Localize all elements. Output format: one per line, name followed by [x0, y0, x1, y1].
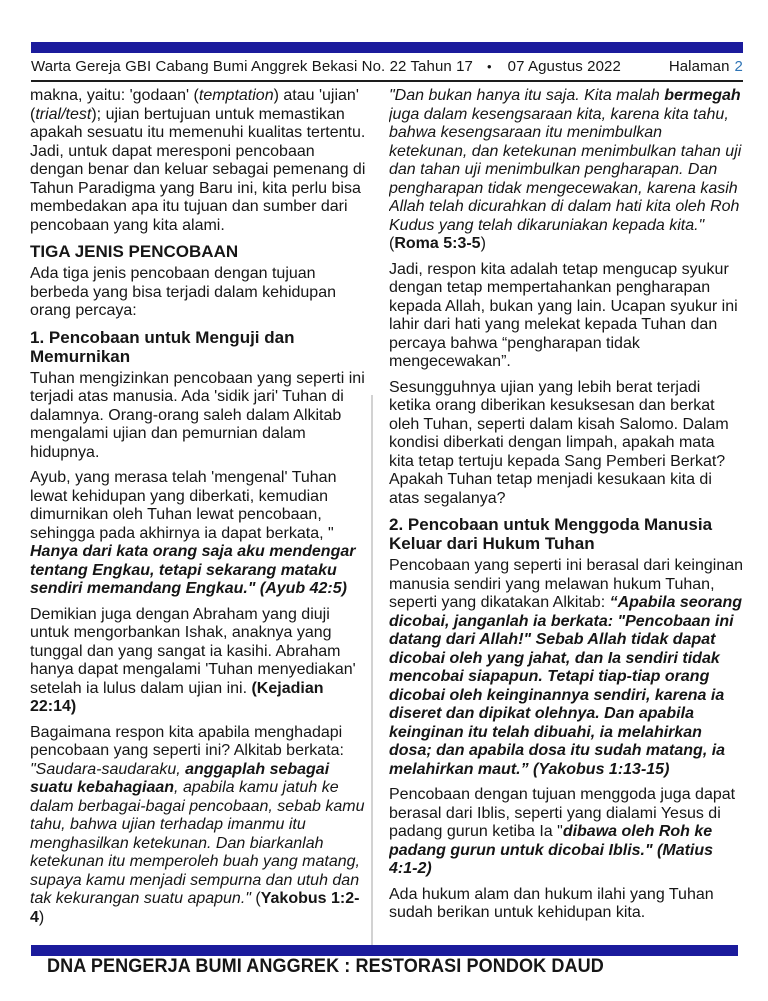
paragraph — [30, 469, 372, 599]
text-run: Bagaimana respon kita apabila menghadapi pencobaan yang seperti ini? Alkitab berkata: — [30, 723, 344, 759]
text-run: Sesungguhnya ujian yang lebih berat terjadi ketika orang diberikan kesuksesan dan berkat oleh Tuhan, seperti dalam kisah Salomo. Dalam kondisi diberkati dengan limpah, apakah mata kita tetap tertuju kepada Sang Pemberi Berkat? Apakah Tuhan tetap menjadi kesukaan kita di atas segalanya? — [389, 378, 729, 507]
header-accent-bar — [31, 42, 743, 53]
page-number: 2 — [734, 58, 743, 75]
text-run: bermegah — [664, 87, 741, 104]
paragraph — [389, 87, 743, 254]
text-run: Roma 5:3-5 — [394, 235, 481, 252]
text-run: 2. Pencobaan untuk Menggoda Manusia Keluar dari Hukum Tuhan — [389, 515, 713, 553]
text-run: ) — [480, 235, 486, 252]
newsletter-date: 07 Agustus 2022 — [507, 58, 621, 75]
section-heading — [30, 242, 372, 261]
left-column — [30, 87, 372, 943]
newsletter-title: Warta Gereja GBI Cabang Bumi Anggrek Bekasi No. 22 Tahun 17 — [31, 58, 473, 75]
page-label: Halaman — [668, 58, 730, 75]
text-run: "Dan bukan hanya itu saja. Kita malah — [389, 87, 665, 104]
text-run: trial/test — [35, 105, 92, 123]
text-run: ) atau 'ujian' ( — [30, 87, 359, 123]
section-heading — [389, 515, 743, 553]
footer-accent-bar — [31, 945, 738, 956]
paragraph — [30, 87, 372, 235]
text-run: Demikian juga dengan Abraham yang diuji untuk mengorbankan Ishak, anaknya yang tunggal dan yang sangat ia kasihi. Abraham hanya dapat mengalami 'Tuhan menyediakan' setelah ia lulus dalam ujian ini. — [30, 605, 356, 697]
text-run: Pencobaan yang seperti ini berasal dari keinginan manusia sendiri yang melawan hukum Tuhan, seperti yang dikatakan Alkitab: — [389, 557, 743, 611]
paragraph — [30, 724, 372, 928]
text-run: makna, yaitu: 'godaan' ( — [30, 87, 199, 104]
column-divider — [371, 395, 373, 953]
newsletter-header — [31, 55, 743, 82]
text-run: “Apabila seorang dicobai, janganlah ia berkata: "Pencobaan ini datang dari Allah!" Sebab Allah tidak dapat dicobai oleh yang jahat, dan Ia sendiri tidak mencobai siapapun. Tetapi tiap-tiap orang dicobai oleh keinginannya sendiri, karena ia diseret dan dipikat olehnya. Dan apabila keinginan itu telah dibuahi, ia melahirkan dosa; dan apabila dosa itu sudah matang, ia melahirkan maut.” (Yakobus 1:13-15) — [389, 594, 743, 778]
text-run: , apabila kamu jatuh ke dalam berbagai-bagai pencobaan, sebab kamu tahu, bahwa ujian terhadap imanmu itu menghasilkan ketekunan. Dan biarkanlah ketekunan itu memperoleh buah yang matang, supaya kamu menjadi sempurna dan utuh dan tak kekurangan suatu apapun." — [30, 779, 365, 907]
text-run: Pencobaan dengan tujuan menggoda juga dapat berasal dari Iblis, seperti yang dialami Yesus di padang gurun ketiba Ia " — [389, 786, 736, 840]
right-column — [389, 87, 743, 943]
text-run: ( — [255, 890, 261, 907]
text-run: (Kejadian 22:14) — [30, 679, 324, 715]
text-run: juga dalam kesengsaraan kita, karena kita tahu, bahwa kesengsaraan itu menimbulkan ketekunan, dan ketekunan menimbulkan tahan uji dan tahan uji menimbulkan pengharapan. Dan pengharapan tidak mengecewakan, karena kasih Allah telah dicurahkan di dalam hati kita oleh Roh Kudus yang telah dikaruniakan kepada kita." — [389, 105, 742, 234]
text-run: dibawa oleh Roh ke padang gurun untuk dicobai Iblis." (Matius 4:1-2) — [389, 823, 714, 877]
paragraph — [30, 370, 372, 463]
text-run: Yakobus 1:2-4 — [30, 890, 360, 926]
paragraph — [389, 261, 743, 372]
paragraph — [389, 886, 743, 923]
text-run: ( — [389, 235, 395, 252]
page-indicator — [669, 58, 743, 75]
header-bullet-separator: • — [486, 59, 492, 74]
text-run: anggaplah sebagai suatu kebahagiaan — [30, 760, 330, 796]
text-run: temptation — [198, 87, 274, 104]
paragraph — [30, 265, 372, 321]
text-run: Ayub, yang merasa telah 'mengenal' Tuhan lewat kehidupan yang diberkati, kemudian dimurnikan oleh Tuhan lewat pencobaan, sehingga pada akhirnya ia dapat berkata, " — [30, 469, 337, 542]
text-run: ); ujian bertujuan untuk memastikan apakah sesuatu itu memenuhi kualitas tertentu. Jadi, untuk dapat meresponi pencobaan dengan benar dan keluar sebagai pemenang di Tahun Paradigma yang Baru ini, kita perlu bisa membedakan apa itu tujuan dan sumber dari pencobaan yang kita alami. — [30, 105, 366, 234]
text-run: Hanya dari kata orang saja aku mendengar tentang Engkau, tetapi sekarang mataku sendiri memandang Engkau." (Ayub 42:5) — [30, 543, 356, 597]
text-run: Jadi, respon kita adalah tetap mengucap syukur dengan tetap mempertahankan pengharapan kepada Allah, bukan yang lain. Ucapan syukur ini lahir dari hati yang melekat kepada Tuhan dan percaya bahwa “pengharapan tidak mengecewakan”. — [389, 260, 738, 370]
footer-slogan: DNA PENGERJA BUMI ANGGREK : RESTORASI PONDOK DAUD — [47, 956, 604, 977]
text-run: 1. Pencobaan untuk Menguji dan Memurnikan — [30, 327, 295, 366]
article-body — [30, 87, 743, 943]
paragraph — [389, 557, 743, 779]
newsletter-masthead — [31, 58, 621, 75]
text-run: "Saudara-saudaraku, — [30, 760, 186, 778]
text-run: Tuhan mengizinkan pencobaan yang seperti ini terjadi atas manusia. Ada 'sidik jari' Tuhan di dalamnya. Orang-orang saleh dalam Alkitab mengalami ujian dan pemurnian dalam hidupnya. — [30, 369, 365, 461]
paragraph — [30, 606, 372, 717]
text-run: Ada tiga jenis pencobaan dengan tujuan berbeda yang bisa terjadi dalam kehidupan orang percaya: — [30, 265, 336, 319]
text-run: TIGA JENIS PENCOBAAN — [30, 242, 239, 261]
section-heading — [30, 328, 372, 366]
text-run: ) — [38, 908, 45, 926]
paragraph — [389, 379, 743, 509]
text-run: Ada hukum alam dan hukum ilahi yang Tuhan sudah berikan untuk kehidupan kita. — [389, 885, 714, 921]
paragraph — [389, 786, 743, 879]
